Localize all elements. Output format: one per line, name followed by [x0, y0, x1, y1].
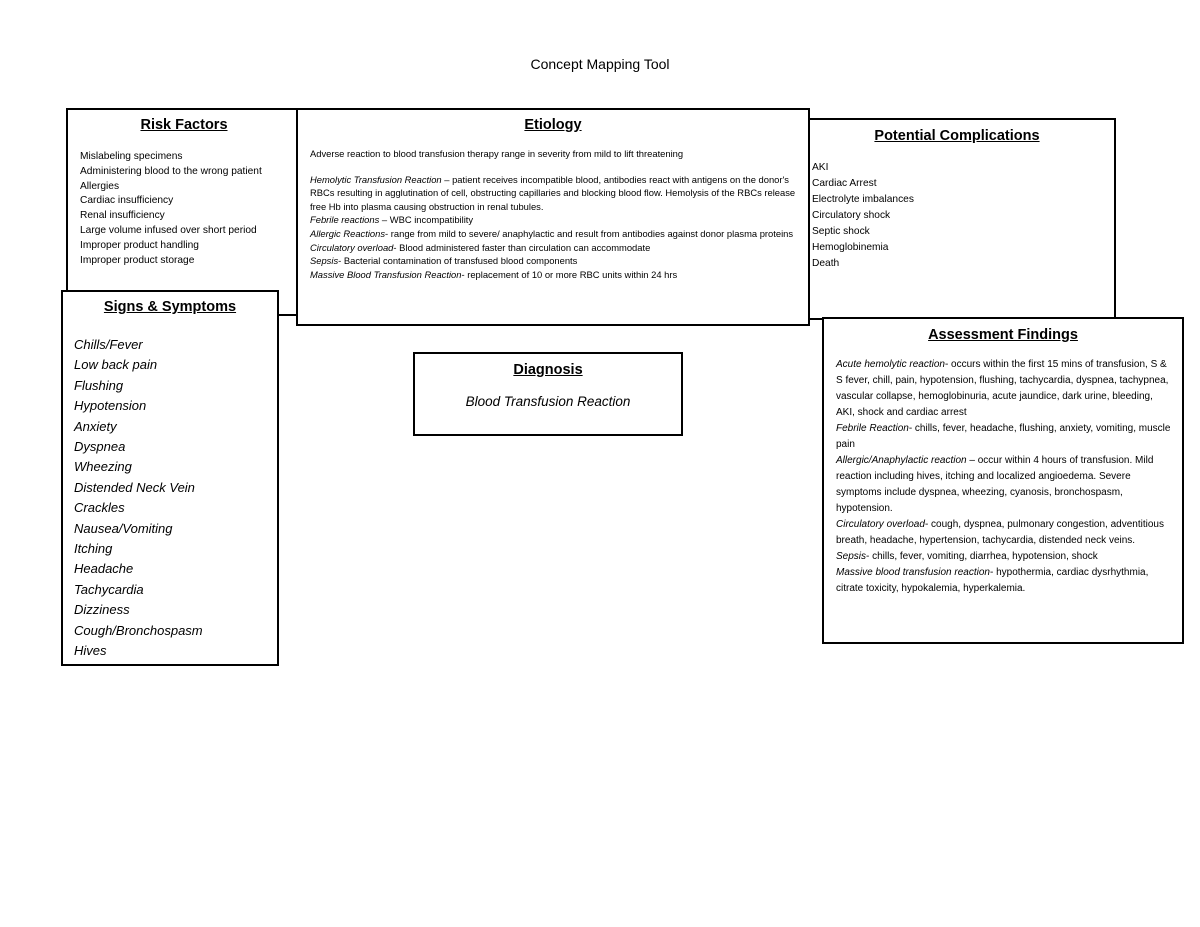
list-item: Administering blood to the wrong patient [80, 165, 262, 177]
list-item: Cardiac insufficiency [80, 195, 174, 207]
entry-term: Acute hemolytic reaction [836, 359, 945, 370]
list-item: Improper product storage [80, 254, 195, 266]
etiology-entry [310, 254, 798, 268]
potential-complications-title: Potential Complications [874, 128, 1040, 144]
entry-term: Sepsis [836, 551, 867, 562]
entry-text: - Blood administered faster than circulation can accommodate [393, 241, 651, 253]
etiology-entry [310, 227, 798, 241]
assessment-entry [836, 565, 1172, 597]
list-item: Cough/Bronchospasm [74, 622, 203, 638]
assessment-entry [836, 421, 1172, 453]
etiology-entry [310, 173, 798, 214]
list-item: Hemoglobinemia [812, 242, 889, 253]
complications-list [812, 160, 1114, 272]
assessment-findings-title: Assessment Findings [928, 327, 1078, 343]
entry-text: - replacement of 10 or more RBC units within 24 hrs [461, 268, 678, 280]
list-item: Low back pain [74, 357, 158, 373]
entry-text: - cough, dyspnea, pulmonary congestion, adventitious breath, headache, hypertension, tachycardia, distended neck veins. [836, 519, 1164, 546]
list-item: Cardiac Arrest [812, 178, 877, 189]
list-item: Septic shock [812, 226, 870, 237]
diagnosis-box [413, 352, 683, 436]
entry-term: Allergic/Anaphylactic reaction [836, 455, 967, 466]
entry-term: Circulatory overload [836, 519, 925, 530]
entry-term: Massive Blood Transfusion Reaction [310, 268, 462, 280]
list-item: Renal insufficiency [80, 210, 165, 222]
entry-text: – WBC incompatibility [379, 214, 474, 226]
entry-term: Febrile Reaction [836, 423, 909, 434]
list-item: Itching [74, 541, 113, 557]
entry-term: Febrile reactions [310, 214, 380, 226]
list-item: Dyspnea [74, 439, 126, 455]
list-item: Electrolyte imbalances [812, 194, 914, 205]
assessment-findings-box [822, 317, 1184, 644]
list-item: Hives [74, 643, 107, 659]
list-item: Mislabeling specimens [80, 151, 183, 162]
list-item: Anxiety [74, 418, 117, 434]
entry-text: - chills, fever, headache, flushing, anxiety, vomiting, muscle pain [836, 423, 1171, 450]
list-item: Nausea/Vomiting [74, 520, 173, 536]
diagnosis-value: Blood Transfusion Reaction [465, 394, 631, 409]
etiology-entry [310, 213, 798, 227]
entry-text: - chills, fever, vomiting, diarrhea, hypotension, shock [866, 551, 1098, 562]
list-item: Flushing [74, 377, 124, 393]
list-item: Allergies [80, 180, 120, 192]
assessment-entry [836, 357, 1172, 421]
list-item: Death [812, 258, 840, 269]
list-item: Dizziness [74, 602, 130, 618]
list-item: Crackles [74, 500, 125, 516]
risk-factors-box [66, 108, 302, 316]
list-item: Headache [74, 561, 134, 577]
etiology-box [296, 108, 810, 326]
entry-term: Allergic Reactions [310, 227, 386, 239]
etiology-intro: Adverse reaction to blood transfusion therapy range in severity from mild to lift threatening [310, 148, 684, 159]
list-item: Distended Neck Vein [74, 479, 195, 495]
page-title: Concept Mapping Tool [530, 56, 670, 72]
list-item: Hypotension [74, 398, 147, 414]
assessment-entry [836, 453, 1172, 517]
list-item: Chills/Fever [74, 337, 143, 352]
list-item: Improper product handling [80, 239, 199, 251]
potential-complications-box [798, 118, 1116, 320]
etiology-title: Etiology [524, 117, 582, 133]
list-item: Tachycardia [74, 581, 144, 597]
assessment-entry [836, 549, 1172, 565]
entry-term: Circulatory overload [310, 241, 394, 253]
risk-factors-list [80, 150, 300, 268]
entry-text: - Bacterial contamination of transfused blood components [338, 255, 578, 267]
signs-list [74, 335, 277, 662]
etiology-entry [310, 241, 798, 255]
list-item: Large volume infused over short period [80, 224, 257, 236]
risk-factors-title: Risk Factors [140, 117, 228, 133]
entry-text: – patient receives incompatible blood, antibodies react with antigens on the donor's RBCs resulting in agglutination of cell, obstructing capillaries and blocking blood flow. Hemolysis of the RBCs release free Hb into plasma causing obstruction in renal tubules. [310, 173, 796, 212]
list-item: Circulatory shock [812, 210, 891, 221]
entry-text: – occur within 4 hours of transfusion. Mild reaction including hives, itching and localized angioedema. Severe symptoms include dyspnea, wheezing, cyanosis, bronchospasm, hypotension. [836, 455, 1154, 514]
diagnosis-title: Diagnosis [513, 362, 583, 378]
entry-term: Massive blood transfusion reaction [836, 567, 990, 578]
entry-term: Sepsis [310, 255, 339, 267]
list-item: Wheezing [74, 459, 132, 475]
assessment-entry [836, 517, 1172, 549]
signs-symptoms-title: Signs & Symptoms [103, 299, 237, 315]
entry-text: - occurs within the first 15 mins of transfusion, S & S fever, chill, pain, hypotension, flushing, tachycardia, dyspnea, tachypnea, vascular collapse, hemoglobinuria, acute jaundice, dark urine, bleeding, AKI, shock and cardiac arrest [836, 359, 1169, 418]
signs-symptoms-box [61, 290, 279, 666]
entry-text: - range from mild to severe/ anaphylactic and result from antibodies against donor plasma proteins [385, 227, 794, 239]
entry-text: - hypothermia, cardiac dysrhythmia, citrate toxicity, hypokalemia, hyperkalemia. [836, 567, 1149, 594]
list-item: AKI [812, 162, 829, 173]
etiology-entry [310, 268, 798, 282]
entry-term: Hemolytic Transfusion Reaction [310, 173, 442, 185]
